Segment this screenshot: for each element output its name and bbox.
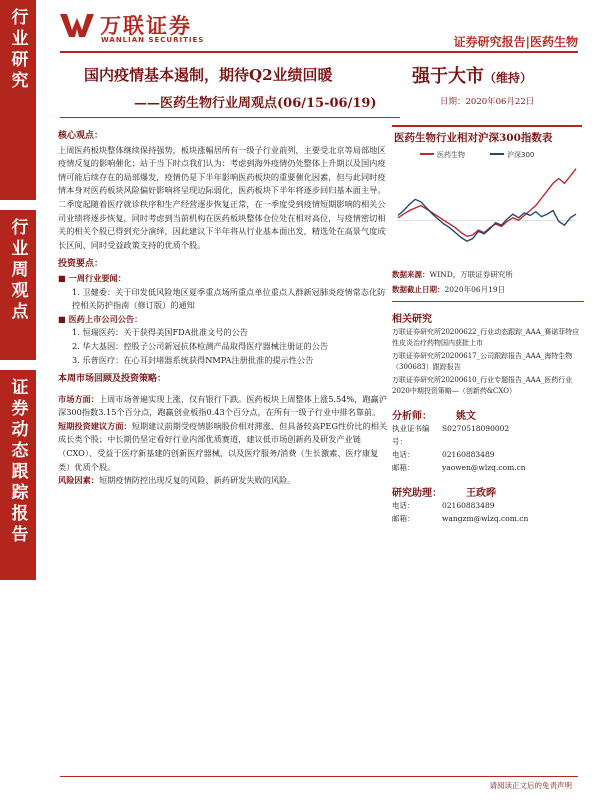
investment-points-heading: 投资要点： [58, 259, 104, 270]
wanlian-logo-icon [60, 12, 94, 38]
assistant-row: 邮箱： wangzm@wlzq.com.cn [392, 514, 529, 523]
analyst-row: 执业证书编号： S0270518090002 [392, 424, 510, 446]
report-date: 日期：2020年06月22日 [440, 97, 535, 107]
assistant-heading: 研究助理： 王政晔 [392, 484, 584, 499]
report-title: 国内疫情基本遏制，期待Q2业绩回暖 [84, 66, 333, 84]
brand-name-en: WANLIAN SECURITIES [101, 36, 205, 44]
related-research-item[interactable]: 万联证券研究所20200610_行业专题报告_AAA_医药行业2020中期投资策略—（创新药&CXO） [392, 376, 573, 395]
chart-title: 医药生物行业相对沪深300指数表 [394, 132, 553, 144]
sidebar-tab-tracking-report: 证券动态跟踪报告 [0, 370, 36, 580]
rating-label: 强于大市 [412, 66, 484, 87]
company-news-item: 3. 乐普医疗：在心耳封堵器系统获得NMPA注册批准的提示性公告 [72, 354, 314, 365]
main-body [58, 130, 388, 488]
analyst-email[interactable]: yaowen@wlzq.com.cn [442, 463, 526, 472]
report-subtitle: ——医药生物行业周观点(06/15-06/19) [134, 96, 377, 111]
relative-index-chart [392, 147, 582, 259]
right-column [392, 125, 584, 525]
rating-qualifier: （维持） [484, 71, 533, 85]
related-research-heading: 相关研究 [392, 314, 432, 325]
data-cutoff-date: 数据截止日期：2020年06月19日 [392, 285, 506, 294]
strategy-paragraph: 短期投资建议方面：短期建议前期受疫情影响股价相对滞涨、但具备较高PEG性价比的相关成长类个股；中长期仍坚定看好行业内部优质赛道，建议低市场创新药及研发产业链（CXO）、受益于医疗新基建的创新医疗器械、以及医疗服务/消费（生长激素、医疗康复类）优质个股。 [58, 420, 388, 472]
sidebar-tab-industry-research: 行业研究 [0, 0, 36, 200]
brand-name-cn: 万联证券 [100, 14, 192, 38]
assistant-email[interactable]: wangzm@wlzq.com.cn [442, 514, 529, 523]
data-source: 数据来源：WIND，万联证券研究所 [392, 270, 513, 279]
chart-panel [392, 125, 582, 265]
company-news-item: 2. 华大基因：控股子公司新冠抗体检测产品取得医疗器械注册证的公告 [72, 340, 329, 351]
market-review-heading: 本周市场回顾及投资策略： [58, 374, 167, 385]
disclaimer-note: 请阅读正文后的免责声明 [489, 781, 572, 790]
related-research-item[interactable]: 万联证券研究所20200622_行业动态跟踪_AAA_赛诺菲特应性皮炎治疗药物国内获批上市 [392, 328, 580, 347]
assistant-row: 电话： 02160883489 [392, 501, 495, 510]
analyst-row: 电话： 02160883489 [392, 450, 495, 459]
core-view-text: 上周医药板块整体继续保持强势，板块涨幅居所有一级子行业前列，主要受北京等局部地区疫情反复的影响催化；站于当下时点我们认为：考虑到海外疫情仍处整体上升期以及国内疫情可能后续存在的局部爆发，疫情仍是下半年影响医药板块的重要催化因素，但与此同时疫情本身对医药板块风险偏好影响将呈现边际弱化，医药板块下半年将逐步回归基本面主导。二季度起随着医疗就诊秩序和生产经营逐步恢复正常，在一季度受到疫情短期影响的相关公司业绩将逐步恢复，同时考虑到当前机构在医药板块整体仓位处在相对高位，与疫情密切相关的相关个股已得到充分演绎，因此建议下半年将从行业基本面出发，精选处在高景气度成长区间、同时受益政策支持的优质个股。 [58, 144, 386, 250]
title-divider [60, 117, 400, 118]
analyst-row: 邮箱： yaowen@wlzq.com.cn [392, 463, 526, 472]
header-divider [60, 51, 578, 53]
company-news-item: 1. 恒瑞医药：关于获得美国FDA批准文号的公告 [72, 327, 248, 338]
core-view-heading: 核心观点： [58, 131, 104, 141]
assistant-name: 王政晔 [466, 488, 496, 499]
sidebar-tab-weekly-view: 行业周观点 [0, 210, 36, 360]
risk-paragraph: 风险因素：短期疫情防控出现反复的风险、新药研发失败的风险。 [58, 475, 296, 486]
bullet-icon: ■ [58, 272, 69, 283]
footer-divider [60, 776, 578, 777]
bullet-company-news: ■ 医药上市公司公告： [58, 313, 143, 324]
legend-label: 医药生物 [437, 151, 465, 159]
rating [412, 62, 532, 88]
analyst-name: 姚文 [456, 411, 476, 422]
market-paragraph: 市场方面：上周市场普遍实现上涨，仅有银行下跌。医药板块上周整体上涨5.54%，跑赢沪深300指数3.15个百分点，跑赢创业板指0.43个百分点，在所有一级子行业中排名靠前。 [58, 393, 387, 418]
industry-news-item: 1. 卫健委：关于印发低风险地区夏季重点场所重点单位重点人群新冠肺炎疫情常态化防控相关防护指南（修订版）的通知 [72, 286, 386, 311]
report-type: 证券研究报告|医药生物 [453, 35, 578, 49]
related-research-item[interactable]: 万联证券研究所20200617_公司跟踪报告_AAA_海特生物（300683）跟踪报告 [392, 352, 573, 371]
bullet-icon: ■ [58, 313, 69, 324]
series-line-0 [398, 169, 576, 237]
legend-label: 沪深300 [507, 151, 535, 159]
bullet-industry-news: ■ 一周行业要闻： [58, 272, 126, 283]
right-divider [392, 301, 584, 302]
analyst-heading: 分析师： 姚文 [392, 407, 584, 422]
